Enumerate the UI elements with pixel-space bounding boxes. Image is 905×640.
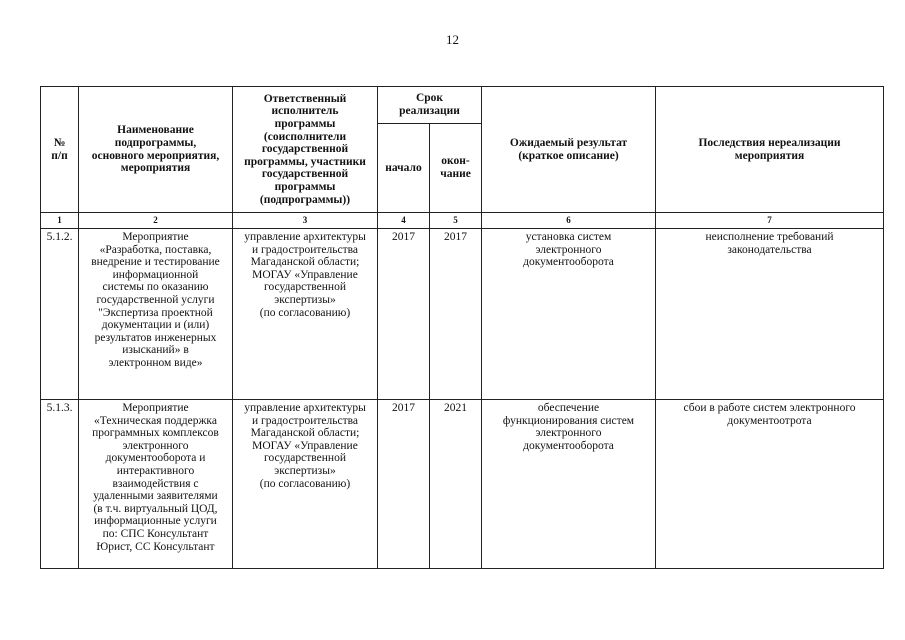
header-executor: Ответственный исполнитель программы (соисполнители государственной программы, участники государственной программы (подпрограммы)) xyxy=(233,87,378,213)
measure-start-year: 2017 xyxy=(378,229,430,400)
column-numbers-row xyxy=(41,213,884,229)
measure-name: Мероприятие «Разработка, поставка, внедрение и тестирование информационной системы по оказанию государственной услуги "Экспертиза проектной документации и (или) результатов инженерных изысканий» в электронном виде» xyxy=(79,229,233,400)
header-term: Срок реализации xyxy=(378,87,482,124)
measure-name: Мероприятие «Техническая поддержка программных комплексов электронного документооборота и интерактивного взаимодействия с удаленными заявителями (в т.ч. виртуальный ЦОД, информационные услуги по: СПС Консультант Юрист, СС Консультант xyxy=(79,400,233,569)
header-name: Наименование подпрограммы, основного мероприятия, мероприятия xyxy=(79,87,233,213)
column-number: 1 xyxy=(41,213,79,229)
measure-start-year: 2017 xyxy=(378,400,430,569)
row-number: 5.1.2. xyxy=(41,229,79,400)
header-number: № п/п xyxy=(41,87,79,213)
header-result: Ожидаемый результат (краткое описание) xyxy=(482,87,656,213)
measure-result: установка систем электронного документооборота xyxy=(482,229,656,400)
measure-end-year: 2017 xyxy=(430,229,482,400)
measure-consequences: сбои в работе систем электронного документоотрота xyxy=(656,400,884,569)
column-number: 2 xyxy=(79,213,233,229)
measure-result: обеспечение функционирования систем электронного документооборота xyxy=(482,400,656,569)
row-number: 5.1.3. xyxy=(41,400,79,569)
table-row xyxy=(41,229,884,400)
measure-end-year: 2021 xyxy=(430,400,482,569)
table-row xyxy=(41,400,884,569)
measure-executor: управление архитектуры и градостроительства Магаданской области; МОГАУ «Управление государственной экспертизы» (по согласованию) xyxy=(233,400,378,569)
header-start: начало xyxy=(378,124,430,213)
program-measures-table xyxy=(40,86,884,569)
page-number: 12 xyxy=(446,32,459,47)
header-end: окон- чание xyxy=(430,124,482,213)
column-number: 7 xyxy=(656,213,884,229)
measure-consequences: неисполнение требований законодательства xyxy=(656,229,884,400)
column-number: 3 xyxy=(233,213,378,229)
measure-executor: управление архитектуры и градостроительства Магаданской области; МОГАУ «Управление государственной экспертизы» (по согласованию) xyxy=(233,229,378,400)
column-number: 4 xyxy=(378,213,430,229)
column-number: 6 xyxy=(482,213,656,229)
header-consequences: Последствия нереализации мероприятия xyxy=(656,87,884,213)
column-number: 5 xyxy=(430,213,482,229)
